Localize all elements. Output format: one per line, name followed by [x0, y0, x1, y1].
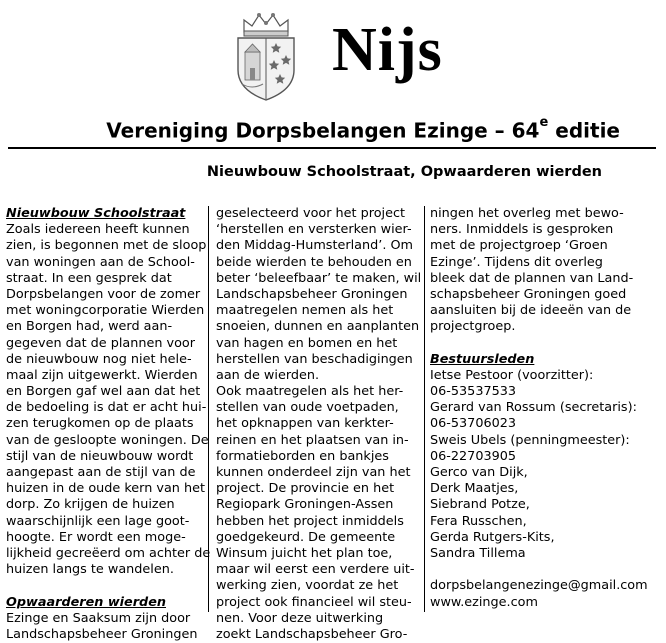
text-line: werking zien, voordat ze het [216, 578, 399, 594]
text-line: den Middag-Humsterland’. Om [216, 238, 413, 254]
text-line: van woningen aan de School- [6, 254, 195, 270]
text-line: kunnen onderdeel zijn van het [216, 465, 411, 480]
text-line: project ook financieel wil steu- [216, 594, 412, 610]
text-line: herstellen van beschadigingen [216, 351, 413, 367]
text-line: aansluiten bij de ideeën van de [430, 303, 632, 319]
text-column-1 [6, 206, 211, 642]
header-rule [8, 147, 656, 149]
text-line: hebben het project inmiddels [216, 513, 404, 529]
column-divider [208, 206, 209, 612]
text-line: 06-22703905 [430, 448, 517, 464]
edition-suffix: editie [548, 118, 620, 143]
text-line: bleek dat de plannen van Land- [430, 270, 634, 286]
section-heading: Bestuursleden [430, 351, 535, 367]
text-line: Winsum juicht het plan toe, [216, 545, 393, 561]
text-line: Fera Russchen, [430, 513, 527, 529]
text-line: 06-53537533 [430, 384, 517, 400]
text-line: geselecteerd voor het project [216, 206, 406, 221]
text-line: de bedoeling is dat er acht hui- [6, 400, 207, 416]
edition-heading [106, 114, 620, 144]
text-line: www.ezinge.com [430, 594, 538, 610]
text-line: de nieuwbouw nog niet hele- [6, 351, 192, 367]
text-line: Derk Maatjes, [430, 481, 519, 497]
text-line: formatieborden en bankjes [216, 448, 389, 464]
text-line: gegeven dat de plannen voor [6, 335, 196, 351]
text-line: lijkheid gecreëerd om achter de [6, 545, 211, 561]
edition-superscript: e [539, 115, 549, 130]
text-line: Gerard van Rossum (secretaris): [430, 400, 637, 416]
text-column-2 [216, 206, 422, 642]
section-heading: Opwaarderen wierden [6, 594, 166, 610]
edition-main: Vereniging Dorpsbelangen Ezinge – 64 [106, 118, 540, 143]
text-line: Dorpsbelangen voor de zomer [6, 286, 201, 302]
text-line: schapsbeheer Groningen goed [430, 286, 627, 302]
text-line: en Borgen gaf wel aan dat het [6, 384, 201, 400]
text-line: Regiopark Groningen-Assen [216, 497, 394, 513]
text-line: Gerco van Dijk, [430, 465, 528, 480]
text-line: huizen in de oude kern van het [6, 481, 205, 497]
text-line: ‘herstellen en versterken wier- [216, 222, 412, 238]
coat-of-arms-logo [230, 10, 302, 102]
paragraph-gap [430, 562, 656, 578]
text-line: Sweis Ubels (penningmeester): [430, 432, 630, 448]
text-line: zoekt Landschapsbeheer Gro- [216, 626, 408, 642]
text-column-3 [430, 206, 656, 621]
text-line: straat. In een gesprek dat [6, 270, 172, 286]
text-line: maar wil eerst een verdere uit- [216, 562, 415, 578]
text-line: huizen langs te wandelen. [6, 562, 174, 578]
text-line: ningen het overleg met bewo- [430, 206, 624, 221]
text-line: Landschapsbeheer Groningen [216, 286, 408, 302]
text-line: hoogte. Er wordt een moge- [6, 529, 186, 545]
text-line: Sandra Tillema [430, 545, 526, 561]
article-title: Nieuwbouw Schoolstraat, Opwaarderen wierden [206, 164, 602, 180]
paragraph-gap [430, 336, 656, 352]
text-line: van hagen en bomen en het [216, 335, 398, 351]
text-line: van de gesloopte woningen. De [6, 432, 209, 448]
text-line: aan de wierden. [216, 367, 320, 383]
text-line: Ook maatregelen als het her- [216, 384, 404, 400]
text-line: en Borgen had, werd aan- [6, 319, 173, 335]
text-line: waarschijnlijk een lage goot- [6, 513, 190, 529]
text-line: dorp. Zo krijgen de huizen [6, 497, 175, 513]
text-line: met de projectgroep ‘Groen [430, 238, 608, 254]
masthead-title: Nijs [332, 16, 443, 84]
text-line: projectgroep. [430, 319, 516, 335]
text-line: maatregelen nemen als het [216, 303, 394, 319]
column-divider [424, 206, 425, 612]
text-line: project. De provincie en het [216, 481, 395, 497]
text-line: stijl van de nieuwbouw wordt [6, 448, 194, 464]
text-line: zien, is begonnen met de sloop [6, 238, 207, 254]
text-line: maal zijn uitgewerkt. Wierden [6, 367, 198, 383]
text-line: reinen en het plaatsen van in- [216, 432, 409, 448]
text-line: Ezinge’. Tijdens dit overleg [430, 254, 603, 270]
text-line: 06-53706023 [430, 416, 517, 432]
text-line: Ezinge en Saaksum zijn door [6, 610, 191, 626]
text-line: Landschapsbeheer Groningen [6, 626, 198, 642]
text-line: Gerda Rutgers-Kits, [430, 529, 555, 545]
text-line: goedgekeurd. De gemeente [216, 529, 396, 545]
text-line: dorpsbelangenezinge@gmail.com [430, 578, 648, 594]
text-line: beter ‘beleefbaar’ te maken, wil [216, 270, 422, 286]
text-line: Ietse Pestoor (voorzitter): [430, 367, 594, 383]
text-line: Siebrand Potze, [430, 497, 530, 513]
text-line: aangepast aan de stijl van de [6, 465, 196, 480]
text-line: nen. Voor deze uitwerking [216, 610, 384, 626]
paragraph-gap [6, 578, 202, 594]
text-line: het opknappen van kerkter- [216, 416, 394, 432]
text-line: beide wierden te behouden en [216, 254, 412, 270]
text-line: ners. Inmiddels is gesproken [430, 222, 614, 238]
text-line: met woningcorporatie Wierden [6, 303, 205, 319]
text-line: snoeien, dunnen en aanplanten [216, 319, 420, 335]
text-line: Zoals iedereen heeft kunnen [6, 222, 190, 238]
text-line: stellen van oude voetpaden, [216, 400, 399, 416]
text-line: zen terugkomen op de plaats [6, 416, 194, 432]
section-heading: Nieuwbouw Schoolstraat [6, 206, 186, 221]
